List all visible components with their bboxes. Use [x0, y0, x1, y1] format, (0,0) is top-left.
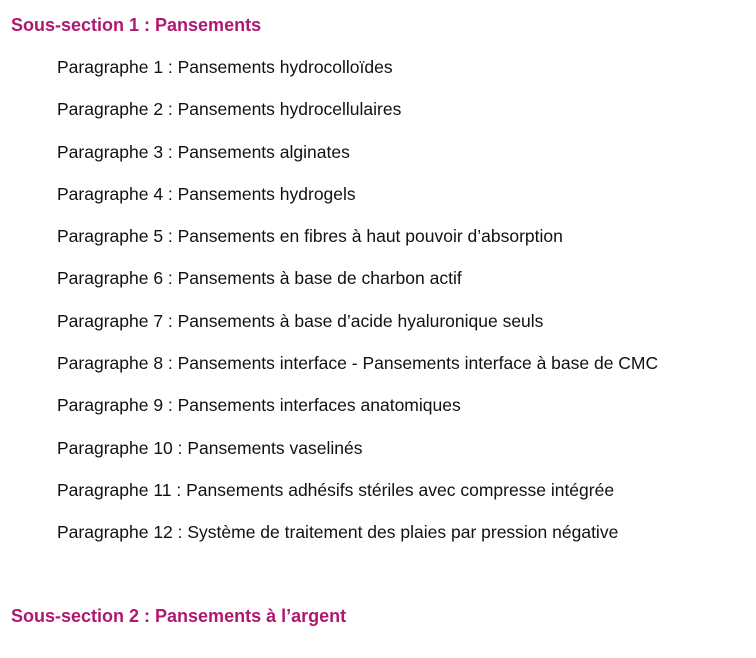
- paragraph-item-8: Paragraphe 8 : Pansements interface - Pansements interface à base de CMC: [57, 353, 659, 374]
- paragraph-item-11: Paragraphe 11 : Pansements adhésifs stériles avec compresse intégrée: [57, 479, 615, 500]
- section-heading-2: Sous-section 2 : Pansements à l’argent: [11, 606, 347, 626]
- paragraph-item-1: Paragraphe 1 : Pansements hydrocolloïdes: [57, 57, 393, 77]
- paragraph-item-10: Paragraphe 10 : Pansements vaselinés: [57, 437, 363, 458]
- paragraph-item-4: Paragraphe 4 : Pansements hydrogels: [57, 183, 356, 204]
- paragraph-item-9: Paragraphe 9 : Pansements interfaces anatomiques: [57, 395, 461, 416]
- paragraph-item-6: Paragraphe 6 : Pansements à base de charbon actif: [57, 268, 462, 289]
- paragraph-item-7: Paragraphe 7 : Pansements à base d’acide hyaluronique seuls: [57, 310, 544, 331]
- paragraph-item-2: Paragraphe 2 : Pansements hydrocellulaires: [57, 99, 402, 120]
- paragraph-item-12: Paragraphe 12 : Système de traitement des plaies par pression négative: [57, 522, 619, 543]
- paragraph-item-3: Paragraphe 3 : Pansements alginates: [57, 141, 350, 162]
- section-heading-1: Sous-section 1 : Pansements: [11, 15, 262, 35]
- paragraph-list: [57, 55, 658, 563]
- paragraph-item-5: Paragraphe 5 : Pansements en fibres à haut pouvoir d’absorption: [57, 226, 563, 247]
